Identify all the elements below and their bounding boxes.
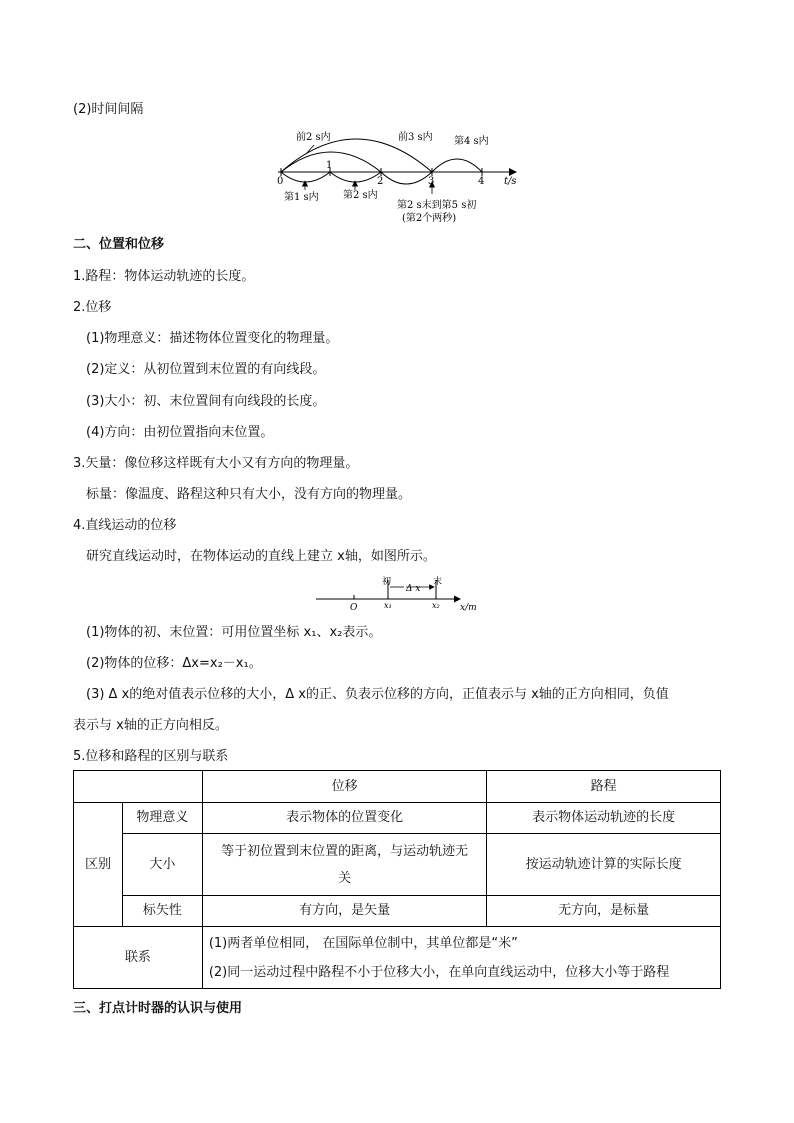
item-displacement: 2.位移	[73, 300, 112, 315]
label-first-2s: 前2 s内	[296, 132, 331, 143]
table-cell-displacement: 表示物体的位置变化	[202, 803, 487, 834]
arc-2nd-s	[330, 172, 381, 182]
table-header-displacement: 位移	[202, 771, 487, 803]
table-group-difference: 区别	[74, 803, 123, 927]
item-sign-meaning-line1: (3) Δ x的绝对值表示位移的大小，Δ x的正、负表示位移的方向，正值表示与 x轴的正方向相同，负值	[86, 687, 669, 702]
tick-1: 1	[326, 160, 333, 171]
time-interval-diagram	[270, 124, 525, 226]
table-relation-cell	[202, 927, 720, 989]
label-2nd-s: 第2 s内	[343, 190, 378, 201]
label-initial: 初	[382, 577, 392, 587]
tick-2: 2	[377, 176, 384, 187]
arc-2s-to-5s	[381, 172, 432, 184]
table-row	[74, 834, 721, 896]
table-attr: 标矢性	[122, 896, 202, 927]
table-row	[74, 896, 721, 927]
item-difference-heading: 5.位移和路程的区别与联系	[73, 749, 229, 764]
item-path-definition: 1.路程：物体运动轨迹的长度。	[73, 269, 255, 284]
tick-4: 4	[478, 176, 485, 187]
item-physical-meaning: (1)物理意义：描述物体位置变化的物理量。	[86, 331, 339, 346]
item-xaxis-intro: 研究直线运动时，在物体运动的直线上建立 x轴，如图所示。	[86, 549, 436, 564]
table-cell-path: 表示物体运动轨迹的长度	[487, 803, 721, 834]
label-2s-to-5s: 第2 s末到第5 s初	[397, 200, 477, 211]
x-axis-diagram	[312, 574, 484, 612]
table-cell-displacement	[202, 834, 487, 896]
label-x2: x₂	[432, 601, 440, 610]
table-header-path: 路程	[487, 771, 721, 803]
item-displacement-formula: (2)物体的位移：Δx=x₂－x₁。	[86, 656, 262, 671]
table-attr: 大小	[122, 834, 202, 896]
table-header-row	[74, 771, 721, 803]
label-first-3s: 前3 s内	[398, 132, 433, 143]
item-straight-line-displacement: 4.直线运动的位移	[73, 518, 177, 533]
arc-first-3s	[281, 139, 432, 172]
label-x1: x₁	[384, 601, 392, 610]
time-axis-label: t/s	[504, 176, 517, 187]
tick-0: 0	[277, 176, 284, 187]
tick-3: 3	[428, 176, 435, 187]
label-x-axis-unit: x/m	[460, 603, 477, 612]
item-scalar: 标量：像温度、路程这种只有大小，没有方向的物理量。	[86, 487, 412, 502]
table-relation-label: 联系	[74, 927, 203, 989]
label-1st-s: 第1 s内	[284, 192, 319, 203]
relation-line: (1)两者单位相同， 在国际单位制中，其单位都是“米”	[208, 935, 518, 951]
table-cell-line: 关	[338, 870, 352, 886]
label-4th-s: 第4 s内	[454, 136, 489, 147]
table-cell-path: 按运动轨迹计算的实际长度	[487, 834, 721, 896]
label-final: 末	[433, 577, 443, 587]
table-cell-line: 等于初位置到末位置的距离，与运动轨迹无	[221, 843, 469, 859]
arc-4th-s	[432, 159, 482, 172]
label-delta-x: Δ x	[406, 584, 421, 594]
item-direction: (4)方向：由初位置指向末位置。	[86, 425, 274, 440]
item-initial-final-position: (1)物体的初、末位置：可用位置坐标 x₁、x₂表示。	[86, 625, 382, 640]
item-sign-meaning-line2: 表示与 x轴的正方向相反。	[73, 718, 228, 733]
table-cell-path: 无方向，是标量	[487, 896, 721, 927]
table-attr: 物理意义	[122, 803, 202, 834]
table-header-empty	[74, 771, 203, 803]
item-definition: (2)定义：从初位置到末位置的有向线段。	[86, 362, 326, 377]
label-origin: O	[350, 603, 358, 612]
section-heading-timer: 三、打点计时器的认识与使用	[73, 1001, 243, 1016]
item-vector: 3.矢量：像位移这样既有大小又有方向的物理量。	[73, 456, 359, 471]
table-row-relation	[74, 927, 721, 989]
item-magnitude: (3)大小：初、末位置间有向线段的长度。	[86, 394, 326, 409]
table-cell-displacement: 有方向，是矢量	[202, 896, 487, 927]
displacement-vs-path-table	[73, 770, 721, 989]
arc-1st-s	[281, 172, 330, 182]
section-heading-position: 二、位置和位移	[73, 237, 165, 252]
label-second-two-seconds: (第2个两秒)	[402, 213, 457, 224]
relation-line: (2)同一运动过程中路程不小于位移大小，在单向直线运动中，位移大小等于路程	[208, 964, 670, 980]
subheading-time-interval: (2)时间间隔	[73, 102, 144, 117]
table-row	[74, 803, 721, 834]
